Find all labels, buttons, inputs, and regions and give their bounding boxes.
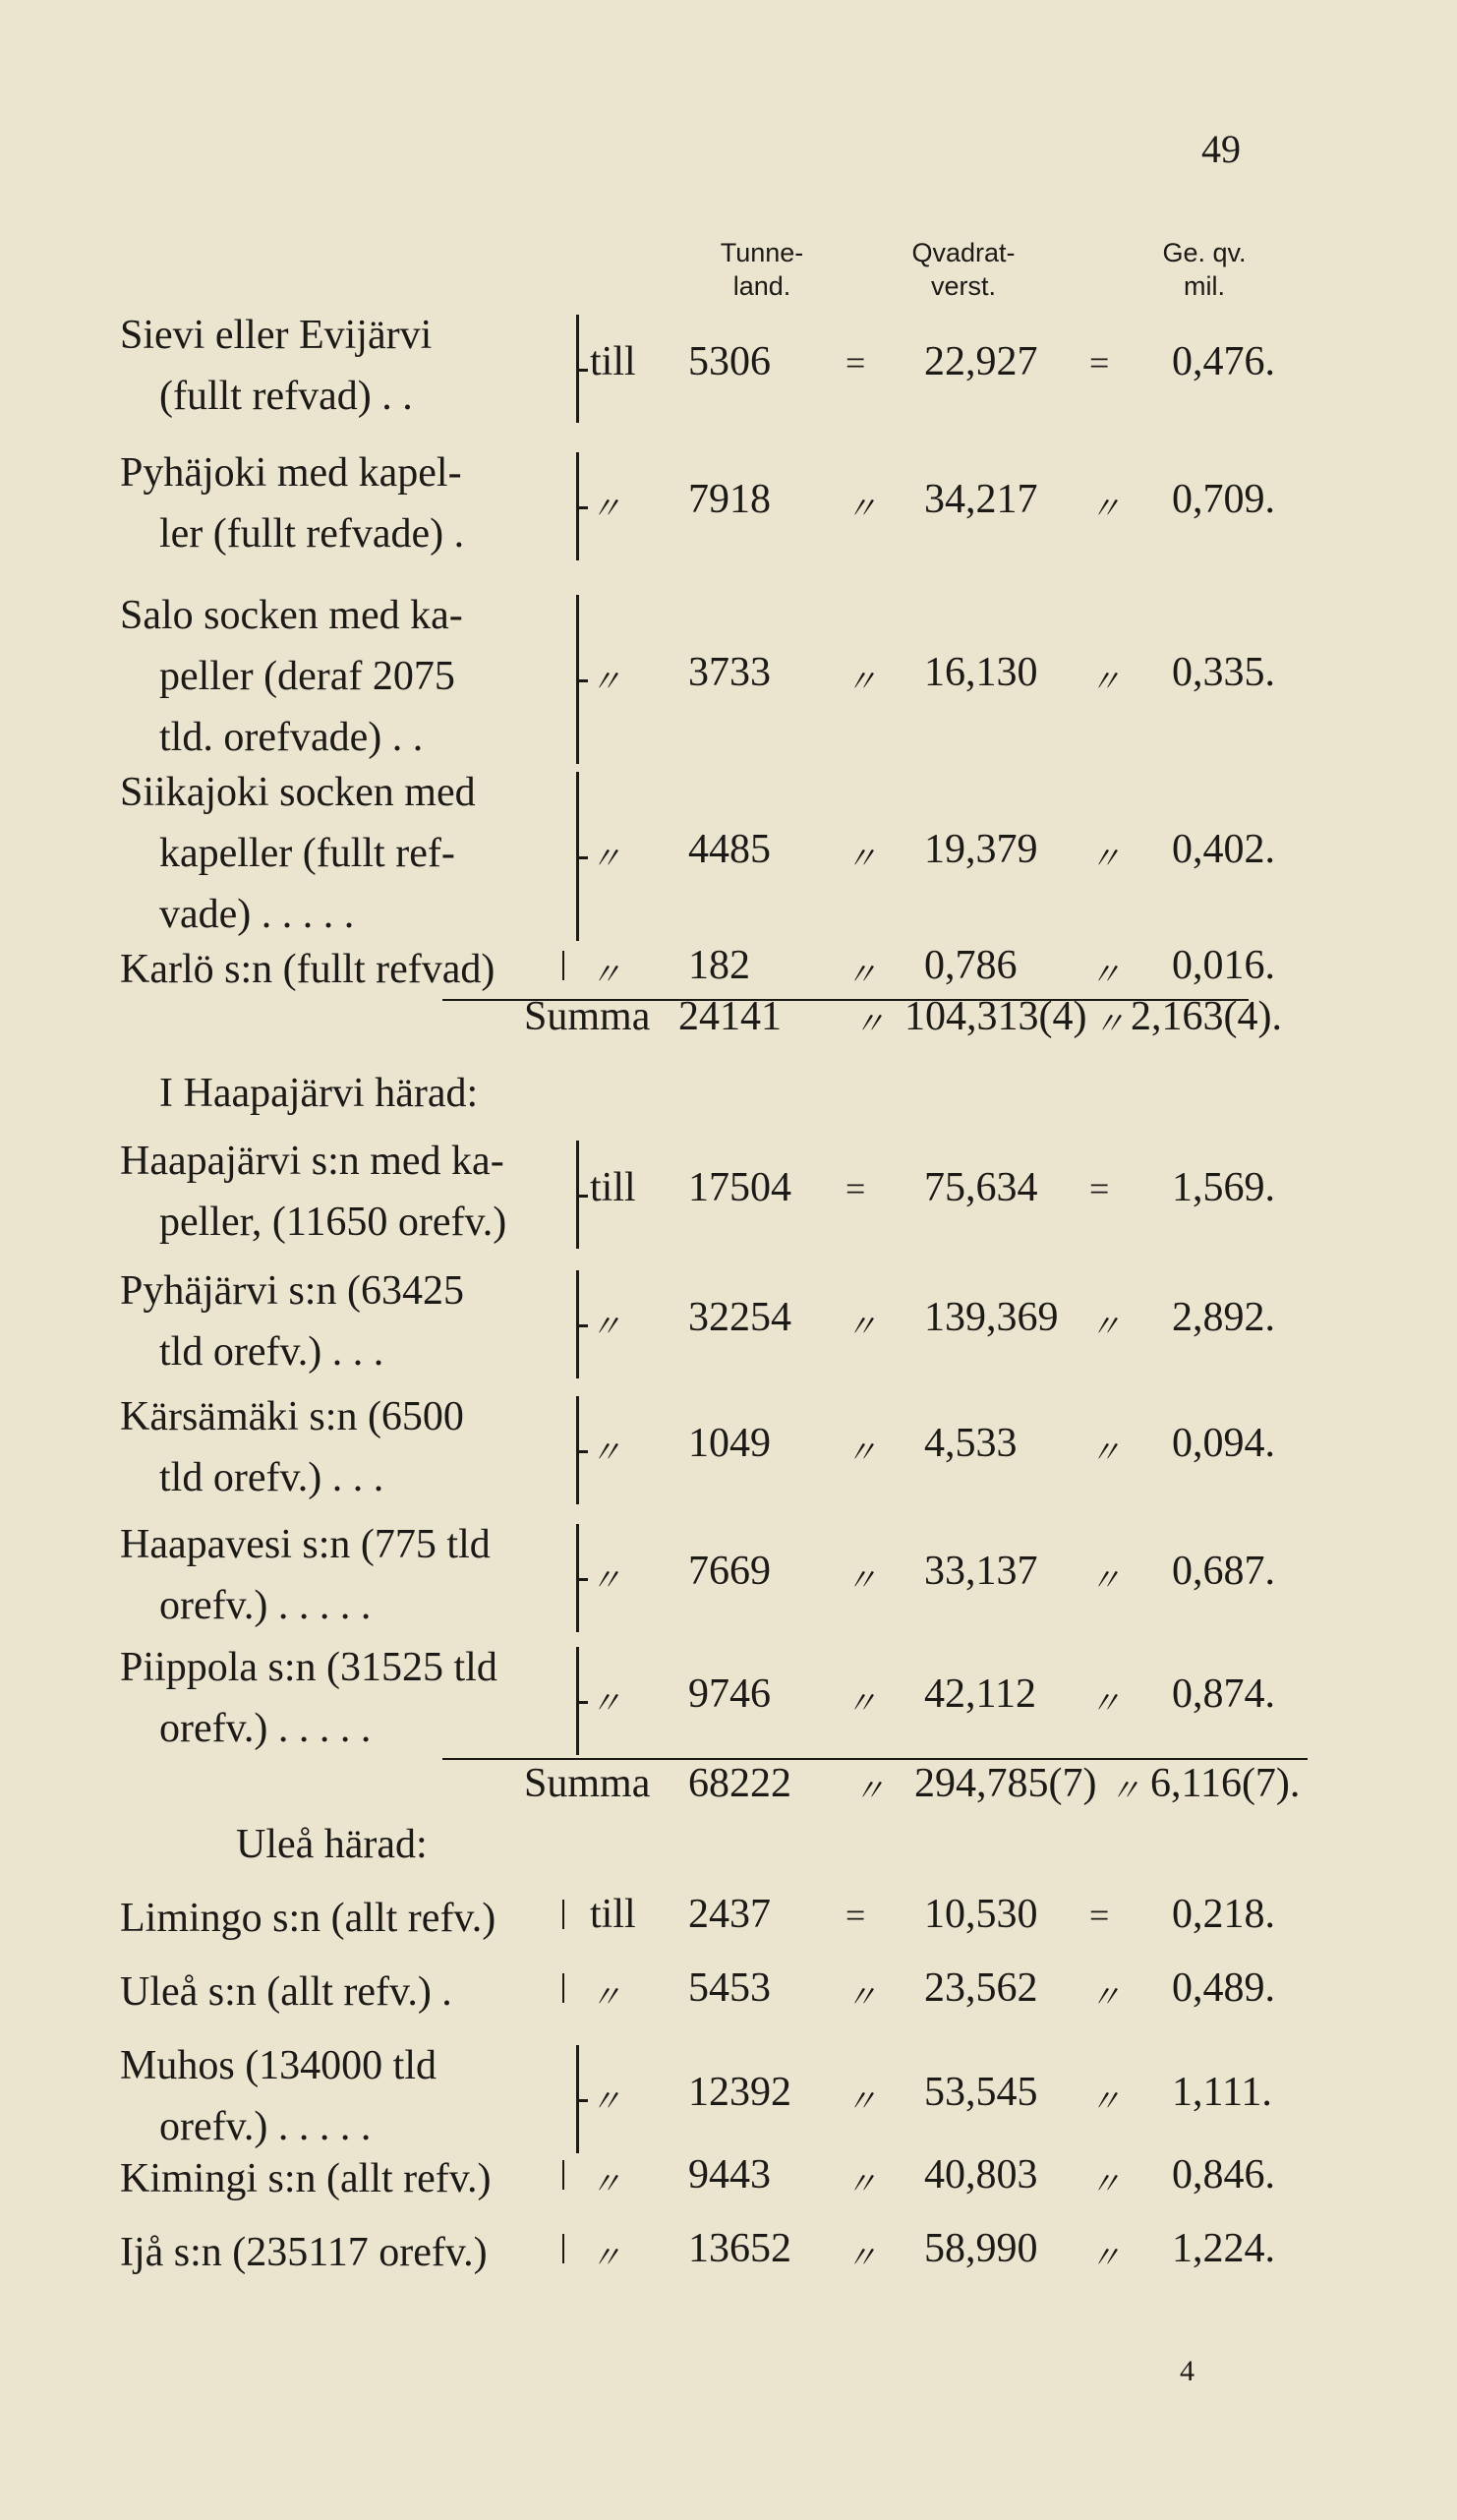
row-verst: 139,369	[924, 1295, 1059, 1340]
bar	[562, 1973, 564, 2003]
row-mil: 0,687.	[1172, 1549, 1275, 1594]
row-tunneland: 1049	[688, 1421, 771, 1466]
row-sep: 〃	[1089, 1685, 1122, 1721]
brace	[562, 1524, 579, 1632]
row-label-line: Piippola s:n (31525 tld	[120, 1645, 497, 1690]
row-label-line: Muhos (134000 tld	[120, 2043, 437, 2088]
summa-verst: 294,785(7)	[914, 1761, 1097, 1806]
row-sep: 〃	[845, 957, 878, 992]
row-label-line: tld. orefvade) . .	[159, 715, 424, 760]
row-sep: 〃	[1089, 1562, 1122, 1598]
row-prefix: 〃	[590, 664, 622, 699]
row-prefix: 〃	[590, 957, 622, 992]
row-label-line: Haapavesi s:n (775 tld	[120, 1522, 491, 1567]
row-label-line: Limingo s:n (allt refv.)	[120, 1896, 496, 1941]
row-verst: 4,533	[924, 1421, 1018, 1466]
row-mil: 0,402.	[1172, 827, 1275, 872]
summa-ditto: 〃	[853, 1773, 886, 1808]
row-label-line: orefv.) . . . . .	[159, 1583, 372, 1628]
row-verst: 10,530	[924, 1892, 1038, 1937]
row-prefix: 〃	[590, 2166, 622, 2201]
summa-ditto: 〃	[1093, 1006, 1126, 1041]
row-label-line: Uleå s:n (allt refv.) .	[120, 1969, 452, 2015]
row-tunneland: 7669	[688, 1549, 771, 1594]
footer-signature: 4	[1180, 2355, 1195, 2387]
row-prefix: 〃	[590, 1562, 622, 1598]
row-sep: 〃	[845, 664, 878, 699]
row-sep: 〃	[1089, 1309, 1122, 1344]
brace	[562, 772, 579, 941]
row-tunneland: 17504	[688, 1165, 791, 1210]
row-label-line: tld orefv.) . . .	[159, 1329, 384, 1375]
row-label-line: peller, (11650 orefv.)	[159, 1200, 507, 1245]
row-prefix: 〃	[590, 1309, 622, 1344]
summa-mil: 6,116(7).	[1150, 1761, 1301, 1806]
row-verst: 22,927	[924, 339, 1038, 384]
brace	[562, 1141, 579, 1249]
summa-tunneland: 68222	[688, 1761, 791, 1806]
row-sep: =	[845, 343, 866, 382]
row-verst: 42,112	[924, 1671, 1036, 1717]
section-title: I Haapajärvi härad:	[159, 1071, 479, 1116]
row-sep: 〃	[1089, 2166, 1122, 2201]
summa-label: Summa	[524, 994, 651, 1039]
row-label-line: Ijå s:n (235117 orefv.)	[120, 2230, 488, 2275]
row-label-line: Haapajärvi s:n med ka-	[120, 1139, 504, 1184]
row-prefix: 〃	[590, 1435, 622, 1470]
row-verst: 75,634	[924, 1165, 1038, 1210]
row-sep: 〃	[1089, 1435, 1122, 1470]
row-mil: 1,569.	[1172, 1165, 1275, 1210]
row-sep: 〃	[845, 2166, 878, 2201]
row-mil: 1,111.	[1172, 2070, 1272, 2115]
row-sep: 〃	[1089, 2240, 1122, 2275]
row-sep: 〃	[845, 1979, 878, 2015]
row-label-line: kapeller (fullt ref-	[159, 831, 455, 876]
row-sep: =	[1089, 1896, 1110, 1935]
row-tunneland: 182	[688, 943, 750, 988]
row-sep: =	[845, 1169, 866, 1208]
row-prefix: till	[590, 1892, 636, 1937]
row-mil: 0,489.	[1172, 1965, 1275, 2011]
row-sep: =	[845, 1896, 866, 1935]
row-sep: 〃	[845, 2083, 878, 2119]
row-tunneland: 12392	[688, 2070, 791, 2115]
brace	[562, 452, 579, 560]
row-mil: 0,709.	[1172, 477, 1275, 522]
bar	[562, 2234, 564, 2263]
row-verst: 33,137	[924, 1549, 1038, 1594]
summa-tunneland: 24141	[678, 994, 782, 1039]
row-mil: 0,218.	[1172, 1892, 1275, 1937]
row-label-line: Kärsämäki s:n (6500	[120, 1394, 464, 1439]
summa-verst: 104,313(4)	[904, 994, 1087, 1039]
row-sep: 〃	[845, 1435, 878, 1470]
row-sep: =	[1089, 1169, 1110, 1208]
summa-mil: 2,163(4).	[1131, 994, 1282, 1039]
row-mil: 1,224.	[1172, 2226, 1275, 2271]
row-prefix: 〃	[590, 2083, 622, 2119]
summa-ditto: 〃	[1109, 1773, 1141, 1808]
row-mil: 0,335.	[1172, 650, 1275, 695]
header-tunneland: Tunne- land.	[720, 238, 804, 301]
row-tunneland: 4485	[688, 827, 771, 872]
row-prefix: 〃	[590, 1685, 622, 1721]
row-label-line: vade) . . . . .	[159, 892, 355, 937]
summa-label: Summa	[524, 1761, 651, 1806]
row-sep: =	[1089, 343, 1110, 382]
brace	[562, 1647, 579, 1755]
bar	[562, 2160, 564, 2190]
row-label-line: Karlö s:n (fullt refvad)	[120, 947, 495, 992]
row-verst: 53,545	[924, 2070, 1038, 2115]
section-title: Uleå härad:	[236, 1822, 428, 1867]
page-number: 49	[1201, 127, 1241, 171]
row-sep: 〃	[1089, 491, 1122, 526]
brace	[562, 1270, 579, 1378]
row-label-line: Pyhäjärvi s:n (63425	[120, 1268, 464, 1314]
row-sep: 〃	[845, 1309, 878, 1344]
row-verst: 23,562	[924, 1965, 1038, 2011]
row-tunneland: 9746	[688, 1671, 771, 1717]
row-sep: 〃	[1089, 957, 1122, 992]
row-prefix: 〃	[590, 841, 622, 876]
row-prefix: 〃	[590, 491, 622, 526]
row-label-line: Sievi eller Evijärvi	[120, 313, 433, 358]
row-sep: 〃	[1089, 664, 1122, 699]
brace	[562, 315, 579, 423]
row-verst: 40,803	[924, 2152, 1038, 2198]
row-sep: 〃	[845, 2240, 878, 2275]
row-mil: 0,476.	[1172, 339, 1275, 384]
row-tunneland: 7918	[688, 477, 771, 522]
row-tunneland: 13652	[688, 2226, 791, 2271]
row-verst: 0,786	[924, 943, 1018, 988]
row-verst: 19,379	[924, 827, 1038, 872]
row-mil: 0,874.	[1172, 1671, 1275, 1717]
row-mil: 0,094.	[1172, 1421, 1275, 1466]
row-tunneland: 5306	[688, 339, 771, 384]
row-sep: 〃	[845, 841, 878, 876]
row-label-line: tld orefv.) . . .	[159, 1455, 384, 1500]
brace	[562, 595, 579, 764]
row-label-line: Kimingi s:n (allt refv.)	[120, 2156, 492, 2201]
brace	[562, 1396, 579, 1504]
row-tunneland: 5453	[688, 1965, 771, 2011]
row-mil: 2,892.	[1172, 1295, 1275, 1340]
row-verst: 58,990	[924, 2226, 1038, 2271]
row-tunneland: 9443	[688, 2152, 771, 2198]
row-tunneland: 3733	[688, 650, 771, 695]
row-prefix: 〃	[590, 1979, 622, 2015]
row-label-line: ler (fullt refvade) .	[159, 511, 465, 557]
brace	[562, 2045, 579, 2153]
header-qvadratverst: Qvadrat- verst.	[911, 238, 1016, 301]
row-label-line: Pyhäjoki med kapel-	[120, 450, 462, 496]
row-mil: 0,016.	[1172, 943, 1275, 988]
row-sep: 〃	[1089, 2083, 1122, 2119]
row-label-line: (fullt refvad) . .	[159, 374, 413, 419]
header-geqvmil: Ge. qv. mil.	[1162, 238, 1247, 301]
row-label-line: Siikajoki socken med	[120, 770, 476, 815]
row-sep: 〃	[845, 491, 878, 526]
row-prefix: till	[590, 339, 636, 384]
row-prefix: till	[590, 1165, 636, 1210]
row-label-line: peller (deraf 2075	[159, 654, 455, 699]
row-sep: 〃	[845, 1562, 878, 1598]
row-sep: 〃	[1089, 1979, 1122, 2015]
row-prefix: 〃	[590, 2240, 622, 2275]
row-verst: 34,217	[924, 477, 1038, 522]
bar	[562, 1900, 564, 1929]
row-label-line: orefv.) . . . . .	[159, 2104, 372, 2149]
row-verst: 16,130	[924, 650, 1038, 695]
row-sep: 〃	[845, 1685, 878, 1721]
row-sep: 〃	[1089, 841, 1122, 876]
row-tunneland: 32254	[688, 1295, 791, 1340]
row-tunneland: 2437	[688, 1892, 771, 1937]
summa-ditto: 〃	[853, 1006, 886, 1041]
bar	[562, 951, 564, 980]
row-label-line: Salo socken med ka-	[120, 593, 463, 638]
row-mil: 0,846.	[1172, 2152, 1275, 2198]
row-label-line: orefv.) . . . . .	[159, 1706, 372, 1751]
